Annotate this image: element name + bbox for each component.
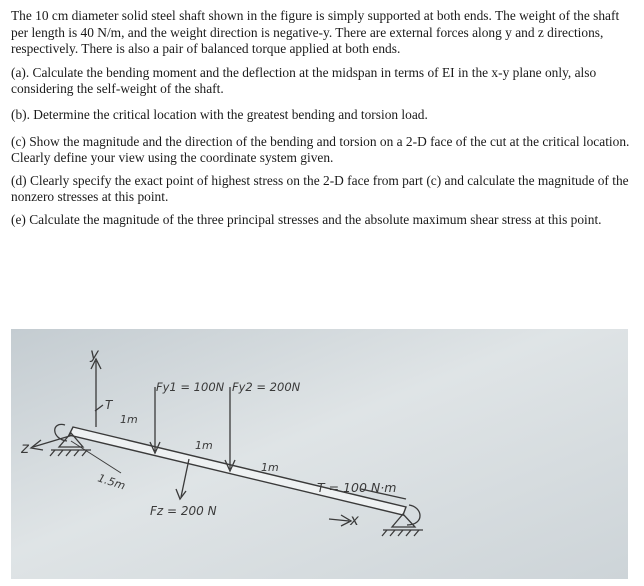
question-a: (a). Calculate the bending moment and the deflection at the midspan in terms of EI in the x-y plane only, also considering the self-weight of the shaft. bbox=[11, 64, 597, 97]
force-fy2-label: Fy2 = 200N bbox=[232, 380, 301, 394]
question-c: (c) Show the magnitude and the direction of the bending and torsion on a 2-D face of the cut at the critical location. Clearly define your view using the coordinate system given. bbox=[11, 133, 630, 166]
force-fy1-label: Fy1 = 100N bbox=[156, 380, 225, 394]
z-axis-label: z bbox=[21, 439, 29, 457]
segment-z-label: 1.5m bbox=[96, 471, 127, 493]
problem-intro: The 10 cm diameter solid steel shaft shown in the figure is simply supported at both ends. The weight of the shaft per length is 40 N/m, and the weight direction is negative-y. There are external forces along y and z directions, respectively. There is also a pair of balanced torque applied at both ends. bbox=[11, 8, 620, 57]
x-axis-label: x bbox=[350, 511, 359, 529]
y-axis-label: y bbox=[90, 345, 99, 363]
force-fz-label: Fz = 200 N bbox=[150, 504, 217, 518]
question-d: (d) Clearly specify the exact point of highest stress on the 2-D face from part (c) and calculate the magnitude of the nonzero stresses at this point. bbox=[11, 172, 629, 205]
problem-text bbox=[11, 8, 631, 235]
segment-3-label: 1m bbox=[261, 461, 279, 474]
shaft-figure bbox=[11, 329, 628, 579]
question-e: (e) Calculate the magnitude of the three principal stresses and the absolute maximum shear stress at this point. bbox=[11, 211, 602, 227]
segment-1-label: 1m bbox=[120, 413, 138, 426]
torque-left-label: T bbox=[105, 398, 113, 412]
segment-2-label: 1m bbox=[195, 439, 213, 452]
paper-background bbox=[11, 329, 628, 579]
shaft-figure-photo bbox=[11, 329, 628, 579]
question-b: (b). Determine the critical location with the greatest bending and torsion load. bbox=[11, 106, 428, 122]
torque-right-label: T = 100 N·m bbox=[317, 480, 397, 495]
